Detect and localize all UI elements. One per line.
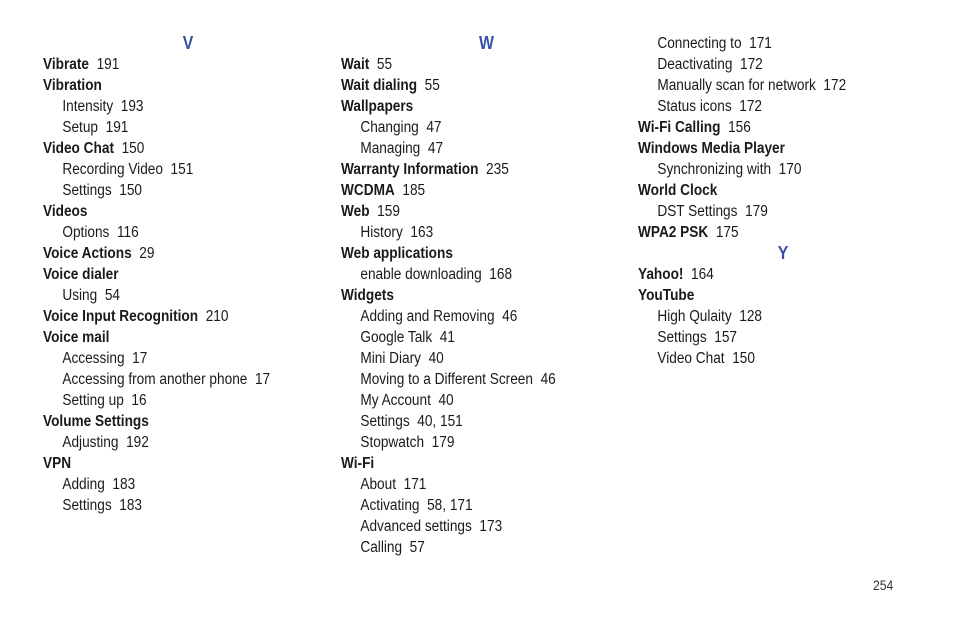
index-subentry <box>638 96 893 117</box>
index-page-ref[interactable]: 168 <box>489 266 513 283</box>
index-page-ref[interactable]: 151 <box>170 161 194 178</box>
index-subentry <box>341 327 596 348</box>
index-page-ref[interactable]: 192 <box>126 434 149 451</box>
index-term: Calling <box>360 539 403 556</box>
page-number: 254 <box>873 578 894 593</box>
index-term: Accessing from another phone <box>62 371 248 388</box>
index-entry <box>43 453 298 474</box>
index-subentry <box>341 306 596 327</box>
index-term: Adding and Removing <box>360 308 495 325</box>
index-subentry <box>638 33 893 54</box>
index-entry <box>638 264 893 285</box>
index-page-ref[interactable]: 55 <box>424 77 440 94</box>
index-page-ref[interactable]: 47 <box>427 140 444 157</box>
index-page-ref[interactable]: 116 <box>116 224 139 241</box>
index-subentry <box>43 222 298 243</box>
index-entry <box>43 201 298 222</box>
index-page-ref[interactable]: 46 <box>502 308 518 325</box>
index-subentry <box>341 537 596 558</box>
index-term: DST Settings <box>657 203 738 220</box>
index-term: Moving to a Different Screen <box>360 371 533 388</box>
index-subentry <box>341 369 596 390</box>
index-subentry <box>43 432 298 453</box>
index-term: Synchronizing with <box>657 161 772 178</box>
index-term: Recording Video <box>62 161 163 178</box>
index-page-ref[interactable]: 40, 151 <box>417 413 463 430</box>
index-subentry <box>341 348 596 369</box>
index-term: Settings <box>360 413 410 430</box>
index-term: Voice dialer <box>43 266 119 283</box>
index-entry <box>341 159 596 180</box>
index-subentry <box>341 264 596 285</box>
index-page-ref[interactable]: 55 <box>376 56 393 73</box>
index-term: Wi-Fi <box>341 455 375 472</box>
index-term: Voice Input Recognition <box>43 308 199 325</box>
index-subentry <box>43 369 298 390</box>
index-subentry <box>43 495 298 516</box>
index-entry <box>638 180 893 201</box>
index-page-ref[interactable]: 170 <box>778 161 802 178</box>
index-term: Web <box>341 203 370 220</box>
index-term: Settings <box>657 329 707 346</box>
index-term: Deactivating <box>657 56 733 73</box>
index-page-ref[interactable]: 191 <box>105 119 129 136</box>
index-term: Widgets <box>341 287 394 304</box>
index-term: Video Chat <box>657 350 725 367</box>
index-entry <box>43 75 298 96</box>
index-term: enable downloading <box>360 266 482 283</box>
index-entry <box>341 453 596 474</box>
index-page-ref[interactable]: 40 <box>428 350 444 367</box>
index-term: Videos <box>43 203 88 220</box>
index-column-1 <box>43 33 333 516</box>
index-page-ref[interactable]: 128 <box>739 308 763 325</box>
index-subentry <box>341 432 596 453</box>
index-term: Settings <box>62 182 112 199</box>
index-term: Vibrate <box>43 56 90 73</box>
index-page-ref[interactable]: 41 <box>439 329 455 346</box>
index-entry <box>638 138 893 159</box>
index-subentry <box>43 285 298 306</box>
index-subentry <box>341 390 596 411</box>
index-page-ref[interactable]: 150 <box>732 350 755 367</box>
index-page-ref[interactable]: 17 <box>254 371 271 388</box>
index-column-2 <box>341 33 631 558</box>
index-term: Accessing <box>62 350 125 367</box>
index-page-ref[interactable]: 191 <box>96 56 120 73</box>
index-entry <box>43 138 298 159</box>
index-subentry <box>43 348 298 369</box>
section-letter-text: V <box>182 33 194 53</box>
index-entry <box>638 117 893 138</box>
index-subentry <box>43 159 298 180</box>
index-page-ref[interactable]: 173 <box>479 518 503 535</box>
index-term: History <box>360 224 403 241</box>
index-term: Using <box>62 287 98 304</box>
index-page-ref[interactable]: 150 <box>121 140 145 157</box>
index-term: Yahoo! <box>638 266 684 283</box>
index-term: Stopwatch <box>360 434 425 451</box>
index-page-ref[interactable]: 171 <box>403 476 427 493</box>
index-term: Windows Media Player <box>638 140 785 157</box>
index-page-ref[interactable]: 156 <box>728 119 751 136</box>
index-subentry <box>638 54 893 75</box>
index-subentry <box>43 96 298 117</box>
index-page-ref[interactable]: 40 <box>438 392 454 409</box>
index-term: World Clock <box>638 182 718 199</box>
index-page-ref[interactable]: 172 <box>739 98 763 115</box>
index-term: Mini Diary <box>360 350 421 367</box>
index-term: Wi-Fi Calling <box>638 119 721 136</box>
index-page-ref[interactable]: 159 <box>377 203 400 220</box>
index-subentry <box>43 390 298 411</box>
index-term: Options <box>62 224 110 241</box>
index-term: My Account <box>360 392 431 409</box>
index-subentry <box>341 117 596 138</box>
index-page-ref[interactable]: 58, 171 <box>427 497 473 514</box>
index-entry <box>341 243 596 264</box>
index-page-ref[interactable]: 175 <box>715 224 739 241</box>
index-entry <box>43 306 298 327</box>
index-entry <box>43 327 298 348</box>
index-term: Intensity <box>62 98 114 115</box>
index-term: VPN <box>43 455 72 472</box>
index-page-ref[interactable]: 47 <box>426 119 442 136</box>
index-subentry <box>638 159 893 180</box>
index-term: YouTube <box>638 287 695 304</box>
index-term: Volume Settings <box>43 413 149 430</box>
index-subentry <box>43 474 298 495</box>
index-entry <box>341 285 596 306</box>
index-page-ref[interactable]: 150 <box>119 182 143 199</box>
index-term: Voice Actions <box>43 245 132 262</box>
index-page-ref[interactable]: 171 <box>749 35 772 52</box>
section-letter <box>638 243 928 264</box>
index-page-ref[interactable]: 183 <box>119 497 143 514</box>
index-page-ref[interactable]: 164 <box>691 266 714 283</box>
index-page-ref[interactable]: 172 <box>740 56 763 73</box>
index-subentry <box>341 474 596 495</box>
index-entry <box>43 243 298 264</box>
index-page-ref[interactable]: 57 <box>409 539 425 556</box>
index-page-ref[interactable]: 179 <box>745 203 768 220</box>
section-letter <box>341 33 631 54</box>
index-entry <box>341 54 596 75</box>
index-page-ref[interactable]: 157 <box>714 329 738 346</box>
index-page-ref[interactable]: 183 <box>112 476 136 493</box>
index-entry <box>638 285 893 306</box>
index-subentry <box>43 117 298 138</box>
index-term: Activating <box>360 497 420 514</box>
index-term: Web applications <box>341 245 453 262</box>
index-page-ref[interactable]: 172 <box>823 77 847 94</box>
section-letter <box>43 33 333 54</box>
index-page-ref[interactable]: 179 <box>431 434 455 451</box>
index-term: Warranty Information <box>341 161 479 178</box>
index-term: Voice mail <box>43 329 110 346</box>
index-subentry <box>43 180 298 201</box>
index-subentry <box>341 222 596 243</box>
index-term: WCDMA <box>341 182 395 199</box>
index-subentry <box>341 411 596 432</box>
index-term: Status icons <box>657 98 732 115</box>
index-subentry <box>341 495 596 516</box>
index-page-ref[interactable]: 193 <box>120 98 144 115</box>
section-letter-text: W <box>478 33 494 53</box>
index-term: About <box>360 476 397 493</box>
index-page-ref[interactable]: 29 <box>139 245 155 262</box>
index-page-ref[interactable]: 163 <box>410 224 434 241</box>
index-subentry <box>638 348 893 369</box>
index-term: Wait dialing <box>341 77 418 94</box>
index-subentry <box>638 306 893 327</box>
section-letter-text: Y <box>777 243 789 263</box>
index-term: Video Chat <box>43 140 114 157</box>
index-page-ref[interactable]: 235 <box>486 161 509 178</box>
index-term: Connecting to <box>657 35 742 52</box>
index-term: Adjusting <box>62 434 119 451</box>
index-subentry <box>341 138 596 159</box>
index-term: Setup <box>62 119 99 136</box>
index-entry <box>43 264 298 285</box>
index-term: Vibration <box>43 77 102 94</box>
index-term: Managing <box>360 140 421 157</box>
index-entry <box>43 411 298 432</box>
index-entry <box>341 180 596 201</box>
index-entry <box>341 96 596 117</box>
index-entry <box>341 201 596 222</box>
index-term: Setting up <box>62 392 124 409</box>
index-subentry <box>638 327 893 348</box>
index-subentry <box>638 75 893 96</box>
index-term: High Qulaity <box>657 308 732 325</box>
index-term: Wait <box>341 56 370 73</box>
index-term: Settings <box>62 497 112 514</box>
index-entry <box>43 54 298 75</box>
index-subentry <box>341 516 596 537</box>
index-term: Advanced settings <box>360 518 472 535</box>
index-term: Changing <box>360 119 419 136</box>
index-term: Google Talk <box>360 329 433 346</box>
index-entry <box>341 75 596 96</box>
index-column-3 <box>638 33 928 369</box>
index-entry <box>638 222 893 243</box>
index-term: Wallpapers <box>341 98 414 115</box>
index-term: WPA2 PSK <box>638 224 709 241</box>
index-term: Adding <box>62 476 105 493</box>
index-subentry <box>638 201 893 222</box>
index-term: Manually scan for network <box>657 77 816 94</box>
index-page-ref[interactable]: 210 <box>205 308 229 325</box>
index-page-ref[interactable]: 54 <box>104 287 121 304</box>
index-page-ref[interactable]: 17 <box>132 350 148 367</box>
index-page-ref[interactable]: 46 <box>540 371 556 388</box>
index-page-ref[interactable]: 185 <box>402 182 426 199</box>
index-page-ref[interactable]: 16 <box>131 392 147 409</box>
